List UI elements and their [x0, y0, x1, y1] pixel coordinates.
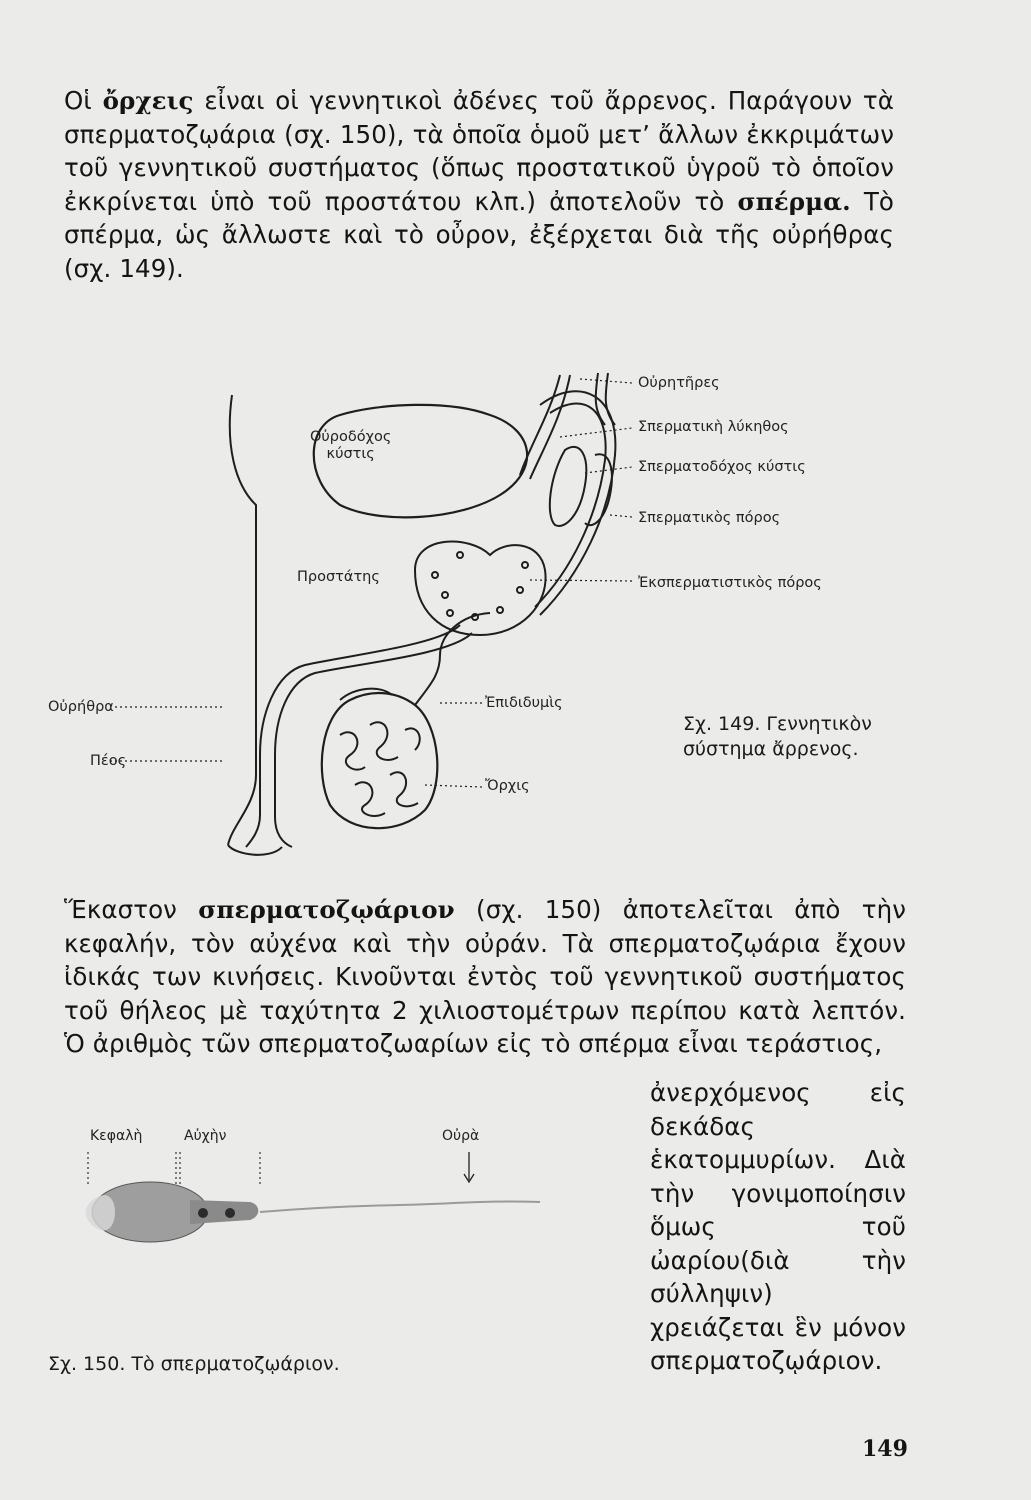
- label-head: Κεφαλὴ: [90, 1128, 143, 1144]
- term-spermatozoon: σπερματοζῳάριον: [198, 895, 455, 924]
- label-vas-deferens: Σπερματικὸς πόρος: [638, 510, 781, 526]
- label-testis: Ὄρχις: [485, 778, 530, 794]
- term-testes: ὄρχεις: [102, 86, 194, 115]
- figure-149-male-reproductive-system: [20, 355, 920, 880]
- label-urethra: Οὐρήθρα: [48, 699, 114, 715]
- spermatozoon-diagram: [70, 1112, 630, 1282]
- label-tail: Οὐρὰ: [442, 1128, 480, 1144]
- label-bladder: Οὐροδόχος κύστις: [310, 429, 392, 462]
- paragraph-spermatozoon: Ἕκαστον σπερματοζῳάριον (σχ. 150) ἀποτελεῖται ἀπὸ τὴν κεφαλήν, τὸν αὐχένα καὶ τὴν οὐράν. Τὰ σπερματοζῳάρια ἔχουν ἰδικάς των κινήσεις. Κινοῦνται ἐντὸς τοῦ γεννητικοῦ συστήματος τοῦ θήλεος μὲ ταχύτητα 2 χιλιοστομέτρων περίπου κατὰ λεπτόν. Ὁ ἀριθμὸς τῶν σπερματοζωαρίων εἰς τὸ σπέρμα εἶναι τεράστιος,: [64, 895, 906, 1058]
- paragraph-fertilization: ἀνερχόμενος εἰς δεκάδας ἑκατομμυρίων. Διὰ τὴν γονιμοποίησιν ὅμως τοῦ ὠαρίου(διὰ τὴν σύλληψιν) χρειάζεται ἓν μόνον σπερματοζῳάριον.: [650, 1078, 906, 1375]
- label-ejaculatory-duct: Ἐκσπερματιστικὸς πόρος: [638, 575, 822, 591]
- label-spermatic-cord: Σπερματικὴ λύκηθος: [638, 419, 789, 435]
- figure-149-caption: Σχ. 149. Γεννητικὸν σύστημα ἄρρενος.: [683, 713, 872, 760]
- page-number: 149: [862, 1436, 908, 1462]
- figure-150-caption: Σχ. 150. Τὸ σπερματοζῳάριον.: [48, 1353, 340, 1375]
- label-penis: Πέος: [90, 753, 127, 769]
- label-ureters: Οὐρητῆρες: [638, 375, 720, 391]
- label-epididymis: Ἐπιδιδυμὶς: [485, 695, 563, 711]
- label-prostate: Προστάτης: [297, 569, 380, 585]
- paragraph-testes: Οἱ ὄρχεις εἶναι οἱ γεννητικοὶ ἀδένες τοῦ ἄρρενος. Παράγουν τὰ σπερματοζῳάρια (σχ. 150), τὰ ὁποῖα ὁμοῦ μετ’ ἄλλων ἐκκριμάτων τοῦ γεννητικοῦ συστήματος (ὅπως προστατικοῦ ὑγροῦ τὸ ὁποῖον ἐκκρίνεται ὑπὸ τοῦ προστάτου κλπ.) ἀποτελοῦν τὸ σπέρμα. Τὸ σπέρμα, ὡς ἄλλωστε καὶ τὸ οὖρον, ἐξέρχεται διὰ τῆς οὐρήθρας (σχ. 149).: [64, 86, 894, 283]
- label-neck: Αὐχὴν: [184, 1128, 227, 1144]
- term-sperm: σπέρμα.: [737, 186, 851, 216]
- label-seminal-vesicle: Σπερματοδόχος κύστις: [638, 459, 806, 475]
- figure-150-spermatozoon: [70, 1112, 630, 1282]
